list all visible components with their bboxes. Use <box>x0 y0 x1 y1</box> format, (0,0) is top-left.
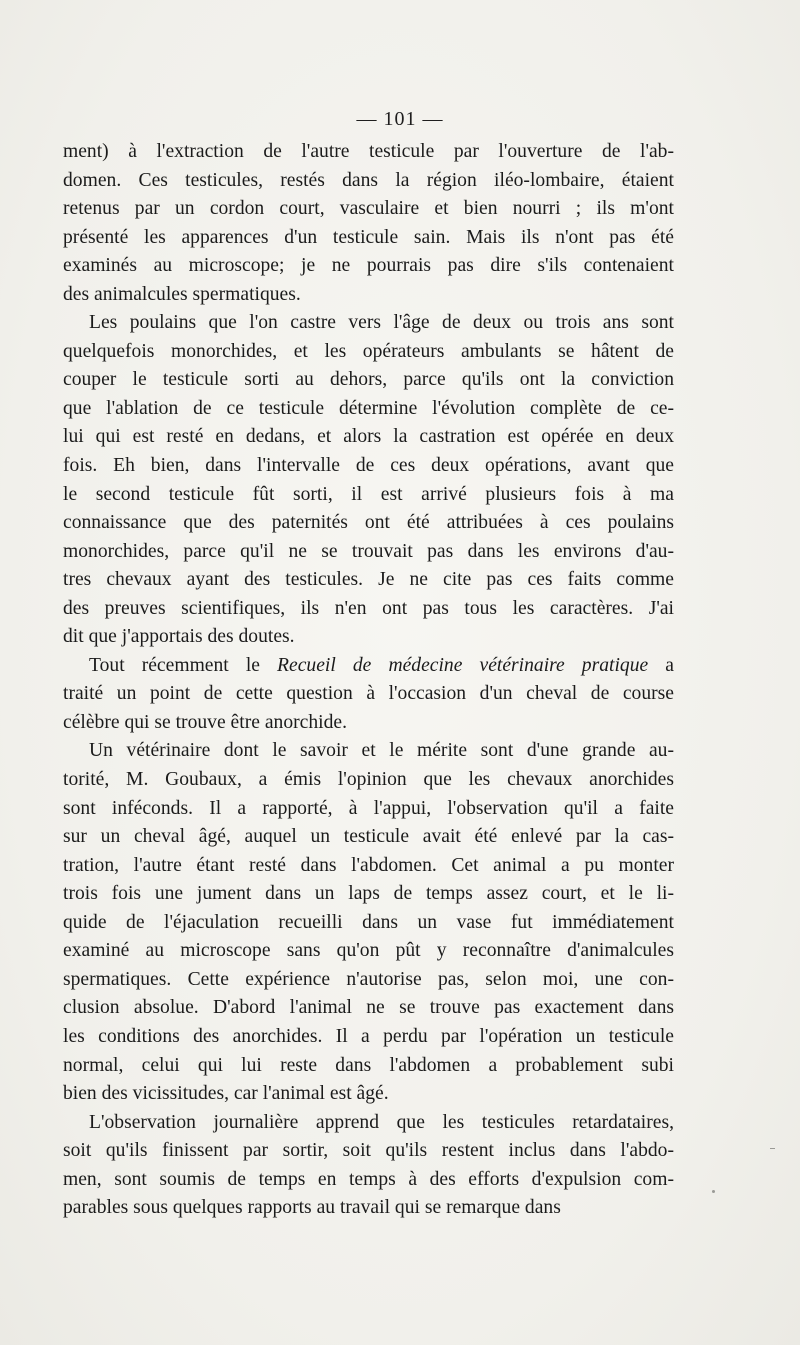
text-line <box>63 1052 674 1081</box>
line-text: sur un cheval âgé, auquel un testicule avait été enlevé par la cas- <box>63 826 674 848</box>
line-text: présenté les apparences d'un testicule sain. Mais ils n'ont pas été <box>63 226 674 248</box>
line-text: les conditions des anorchides. Il a perdu par l'opération un testicule <box>63 1025 674 1047</box>
text-line <box>63 1137 674 1166</box>
body-text <box>63 138 674 1223</box>
line-text: domen. Ces testicules, restés dans la région iléo-lombaire, étaient <box>63 169 674 191</box>
line-text: L'observation journalière apprend que les testicules retardataires, <box>89 1111 674 1133</box>
paragraph-3 <box>63 652 674 738</box>
journal-title: Recueil de médecine vétérinaire pratique <box>277 654 649 676</box>
text-line <box>63 1194 674 1223</box>
text-line <box>63 366 674 395</box>
text-line <box>63 880 674 909</box>
text-line <box>63 538 674 567</box>
line-text: traité un point de cette question à l'occasion d'un cheval de course <box>63 683 674 705</box>
paragraph-5 <box>63 1109 674 1223</box>
line-text: a <box>648 654 674 676</box>
line-text: connaissance que des paternités ont été attribuées à ces poulains <box>63 512 674 534</box>
text-line <box>63 509 674 538</box>
text-line <box>63 566 674 595</box>
text-line <box>63 423 674 452</box>
line-text: torité, M. Goubaux, a émis l'opinion que les chevaux anorchides <box>63 769 674 791</box>
text-line <box>63 338 674 367</box>
text-line <box>63 1166 674 1195</box>
line-text: lui qui est resté en dedans, et alors la castration est opérée en deux <box>63 426 674 448</box>
line-text: spermatiques. Cette expérience n'autorise pas, selon moi, une con- <box>63 968 674 990</box>
text-line <box>63 852 674 881</box>
text-line <box>63 623 674 652</box>
line-text: parables sous quelques rapports au travail qui se remarque dans <box>63 1197 561 1219</box>
text-line <box>63 252 674 281</box>
text-line <box>63 452 674 481</box>
text-line <box>63 309 674 338</box>
line-text: Tout récemment le <box>89 654 278 676</box>
line-text: examinés au microscope; je ne pourrais pas dire s'ils contenaient <box>63 255 674 277</box>
paragraph-1 <box>63 138 674 309</box>
line-text: sont inféconds. Il a rapporté, à l'appui, l'observation qu'il a faite <box>63 797 674 819</box>
text-line <box>63 994 674 1023</box>
text-line <box>63 1109 674 1138</box>
paragraph-4 <box>63 737 674 1108</box>
line-text: Un vétérinaire dont le savoir et le mérite sont d'une grande au- <box>89 740 674 762</box>
paragraph-2 <box>63 309 674 652</box>
text-line <box>63 909 674 938</box>
line-text: fois. Eh bien, dans l'intervalle de ces deux opérations, avant que <box>63 455 674 477</box>
line-text: quelquefois monorchides, et les opérateurs ambulants se hâtent de <box>63 340 674 362</box>
line-text: quide de l'éjaculation recueilli dans un vase fut immédiatement <box>63 911 674 933</box>
line-text: le second testicule fût sorti, il est arrivé plusieurs fois à ma <box>63 483 674 505</box>
line-text: tres chevaux ayant des testicules. Je ne cite pas ces faits comme <box>63 569 674 591</box>
text-line <box>63 966 674 995</box>
line-text: examiné au microscope sans qu'on pût y reconnaître d'animalcules <box>63 940 674 962</box>
ink-speck <box>712 1190 715 1193</box>
text-line <box>63 224 674 253</box>
line-text: célèbre qui se trouve être anorchide. <box>63 711 347 733</box>
line-text: tration, l'autre étant resté dans l'abdomen. Cet animal a pu monter <box>63 854 674 876</box>
text-line <box>63 481 674 510</box>
line-text: soit qu'ils finissent par sortir, soit qu'ils restent inclus dans l'abdo- <box>63 1140 674 1162</box>
text-line <box>63 709 674 738</box>
line-text: dit que j'apportais des doutes. <box>63 626 295 648</box>
text-line <box>63 395 674 424</box>
line-text: des animalcules spermatiques. <box>63 283 301 305</box>
text-line <box>63 652 674 681</box>
text-line <box>63 138 674 167</box>
line-text: trois fois une jument dans un laps de temps assez court, et le li- <box>63 883 674 905</box>
line-text: retenus par un cordon court, vasculaire et bien nourri ; ils m'ont <box>63 198 674 220</box>
line-text: couper le testicule sorti au dehors, parce qu'ils ont la conviction <box>63 369 674 391</box>
text-line <box>63 823 674 852</box>
line-text: des preuves scientifiques, ils n'en ont pas tous les caractères. J'ai <box>63 597 674 619</box>
line-text: normal, celui qui lui reste dans l'abdomen a probablement subi <box>63 1054 674 1076</box>
text-line <box>63 795 674 824</box>
line-text: monorchides, parce qu'il ne se trouvait pas dans les environs d'au- <box>63 540 674 562</box>
line-text: clusion absolue. D'abord l'animal ne se trouve pas exactement dans <box>63 997 674 1019</box>
text-line <box>63 1080 674 1109</box>
text-line <box>63 595 674 624</box>
text-line <box>63 281 674 310</box>
line-text: bien des vicissitudes, car l'animal est âgé. <box>63 1083 389 1105</box>
line-text: men, sont soumis de temps en temps à des efforts d'expulsion com- <box>63 1168 674 1190</box>
line-text: Les poulains que l'on castre vers l'âge de deux ou trois ans sont <box>89 312 674 334</box>
text-line <box>63 737 674 766</box>
ink-speck <box>770 1148 775 1149</box>
text-line <box>63 195 674 224</box>
line-text: que l'ablation de ce testicule détermine l'évolution complète de ce- <box>63 397 674 419</box>
text-line <box>63 1023 674 1052</box>
text-line <box>63 167 674 196</box>
line-text: ment) à l'extraction de l'autre testicule par l'ouverture de l'ab- <box>63 141 674 162</box>
page-number: — 101 — <box>356 108 444 130</box>
text-line <box>63 680 674 709</box>
text-line <box>63 766 674 795</box>
text-line <box>63 937 674 966</box>
